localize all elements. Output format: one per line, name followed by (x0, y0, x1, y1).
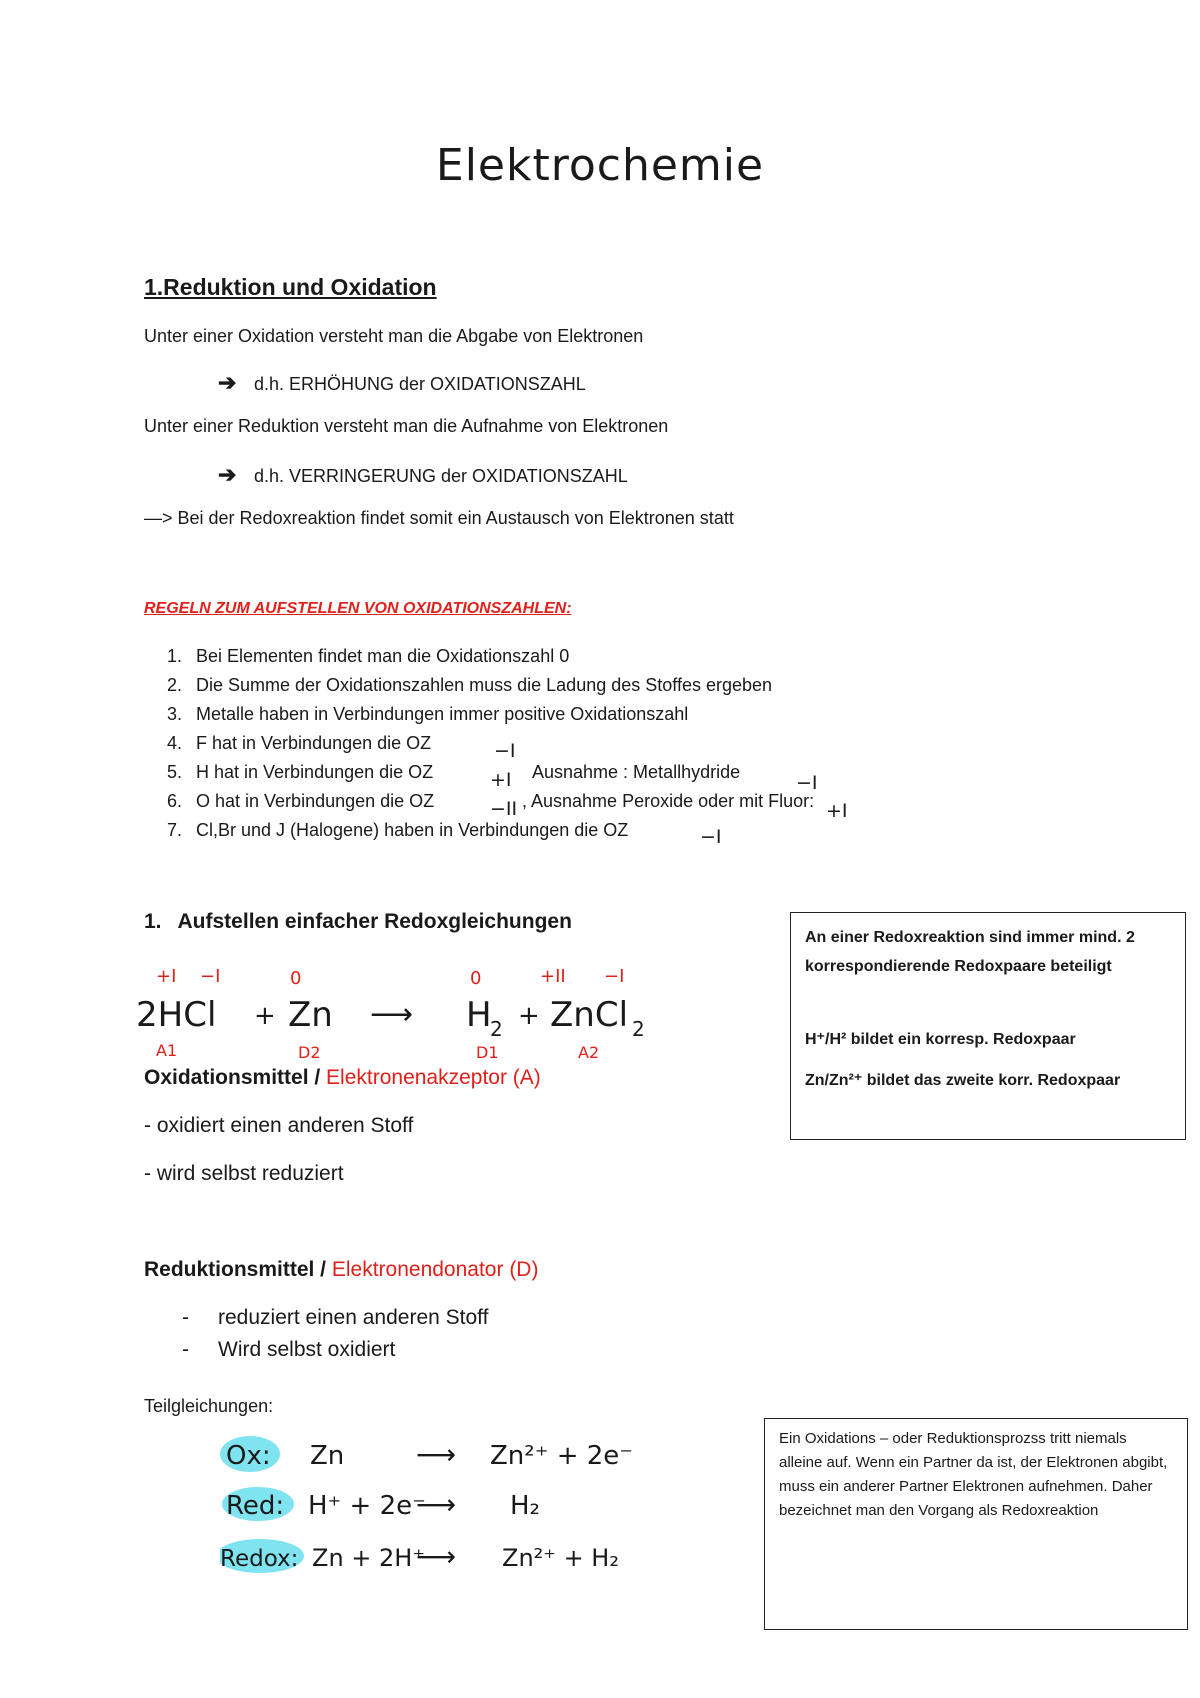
heading-number: 1. (144, 910, 162, 933)
subscript: 2 (632, 1017, 645, 1041)
oxidation-note-text: d.h. ERHÖHUNG der OXIDATIONSZAHL (254, 374, 586, 394)
half-arrow: ⟶ (416, 1540, 457, 1573)
arrow-right-icon: ➔ (218, 462, 237, 487)
rule-item (144, 704, 688, 725)
reactant: 2HCl (136, 995, 217, 1035)
box-line: Zn/Zn²⁺ bildet das zweite korr. Redoxpaar (805, 1072, 1121, 1089)
rule-exception: Ausnahme : Metallhydride (532, 762, 741, 782)
half-left: H⁺ + 2e⁻ (308, 1491, 426, 1521)
oz-label: +II (540, 966, 566, 987)
rule-text: F hat in Verbindungen die OZ (196, 733, 432, 753)
subscript: 2 (490, 1017, 503, 1041)
rules-heading: REGELN ZUM AUFSTELLEN VON OXIDATIONSZAHLEN: (144, 600, 572, 617)
reductant-point (182, 1306, 488, 1330)
half-left: Zn (310, 1441, 345, 1471)
half-right: Zn²⁺ + 2e⁻ (490, 1441, 634, 1471)
rule-text: Die Summe der Oxidationszahlen muss die Ladung des Stoffes ergeben (196, 675, 773, 695)
half-arrow: ⟶ (416, 1488, 457, 1521)
half-equations (220, 1430, 640, 1580)
box-text: Ein Oxidations – oder Reduktionsprozss tritt niemals alleine auf. Wenn ein Partner da ist, der Elektronen abgibt, muss ein anderer Partner Elektronen aufnehmen. Daher bezeichnet man den Vorgang als Redoxreaktion (779, 1430, 1168, 1519)
rule-item (144, 733, 431, 754)
section-heading-redox: 1.Reduktion und Oxidation (144, 274, 437, 300)
reductant-point-text: Wird selbst oxidiert (218, 1338, 396, 1361)
oxidation-definition: Unter einer Oxidation versteht man die Abgabe von Elektronen (144, 326, 644, 346)
half-label: Redox: (220, 1546, 299, 1572)
handwritten-oz: −I (700, 826, 722, 848)
oxidant-point: - wird selbst reduziert (144, 1162, 344, 1185)
rule-number: 2. (166, 675, 182, 695)
oz-label: +I (156, 966, 177, 987)
rule-text: Bei Elementen findet man die Oxidationszahl 0 (196, 646, 570, 666)
rule-item (144, 646, 569, 667)
rule-item (144, 820, 628, 841)
partner-label: D1 (476, 1043, 499, 1060)
oxidant-point: - oxidiert einen anderen Stoff (144, 1114, 414, 1137)
half-left: Zn + 2H⁺ (312, 1544, 426, 1572)
reduction-note (218, 462, 628, 488)
half-label: Red: (226, 1491, 285, 1521)
plus: + (254, 1001, 276, 1031)
heading-text: Aufstellen einfacher Redoxgleichungen (177, 910, 572, 933)
page-title: Elektrochemie (435, 140, 765, 191)
redox-equation (130, 960, 670, 1060)
box-line: An einer Redoxreaktion sind immer mind. 2 (805, 929, 1135, 946)
rule-text: H hat in Verbindungen die OZ (196, 762, 434, 782)
rule-item (144, 762, 433, 783)
rule-number: 4. (166, 733, 182, 753)
oz-label: 0 (290, 968, 302, 989)
arrow-right-icon: ➔ (218, 370, 237, 395)
oxidant-label: Oxidationsmittel / (144, 1066, 327, 1089)
product: H (466, 995, 492, 1035)
rule-number: 7. (166, 820, 182, 840)
partner-label: A2 (578, 1043, 600, 1060)
rule-number: 1. (166, 646, 182, 666)
oxidant-label-red: Elektronenakzeptor (A) (326, 1066, 541, 1089)
reductant-label-red: Elektronendonator (D) (331, 1258, 539, 1281)
rule-number: 6. (166, 791, 182, 811)
oz-label: −I (200, 966, 221, 987)
handwritten-oz: +I (490, 769, 512, 791)
oxidation-note (218, 370, 586, 396)
box-line: H⁺/H² bildet ein korresp. Redoxpaar (805, 1031, 1076, 1048)
reduction-definition: Unter einer Reduktion versteht man die Aufnahme von Elektronen (144, 416, 669, 436)
rule-number: 3. (166, 704, 182, 724)
rule-exception: , Ausnahme Peroxide oder mit Fluor: (522, 791, 815, 811)
handwritten-oz: −I (494, 740, 516, 762)
reductant-label: Reduktionsmittel / (144, 1258, 332, 1281)
handwritten-oz: +I (826, 800, 848, 822)
reaction-arrow: ⟶ (370, 997, 414, 1032)
section-heading-equations (144, 910, 572, 934)
handwritten-oz: −I (796, 772, 818, 794)
rule-text: O hat in Verbindungen die OZ (196, 791, 435, 811)
reactant: Zn (288, 995, 333, 1035)
handwritten-oz: −II (490, 798, 518, 820)
rule-item (144, 675, 772, 696)
redox-summary: —> Bei der Redoxreaktion findet somit ein Austausch von Elektronen statt (144, 508, 734, 528)
rule-item (144, 791, 434, 812)
plus: + (518, 1001, 540, 1031)
info-box-redoxreaktion (764, 1418, 1188, 1630)
reduction-note-text: d.h. VERRINGERUNG der OXIDATIONSZAHL (254, 466, 628, 486)
rule-text: Cl,Br und J (Halogene) haben in Verbindungen die OZ (196, 820, 629, 840)
product: ZnCl (550, 995, 629, 1035)
oz-label: 0 (470, 968, 482, 989)
list-bullet: - (182, 1338, 189, 1361)
reductant-term (144, 1258, 538, 1282)
half-right: Zn²⁺ + H₂ (502, 1544, 619, 1572)
half-right: H₂ (510, 1491, 540, 1521)
teilgleichungen-label: Teilgleichungen: (144, 1396, 274, 1416)
half-label: Ox: (226, 1441, 271, 1471)
partner-label: D2 (298, 1043, 321, 1060)
rule-text: Metalle haben in Verbindungen immer positive Oxidationszahl (196, 704, 689, 724)
oz-label: −I (604, 966, 625, 987)
reductant-point (182, 1338, 395, 1362)
reductant-point-text: reduziert einen anderen Stoff (218, 1306, 489, 1329)
partner-label: A1 (156, 1041, 178, 1060)
list-bullet: - (182, 1306, 189, 1329)
oxidant-term (144, 1066, 541, 1090)
rule-number: 5. (166, 762, 182, 782)
box-line: korrespondierende Redoxpaare beteiligt (805, 958, 1112, 975)
half-arrow: ⟶ (416, 1438, 457, 1471)
info-box-redoxpaare (790, 912, 1186, 1140)
